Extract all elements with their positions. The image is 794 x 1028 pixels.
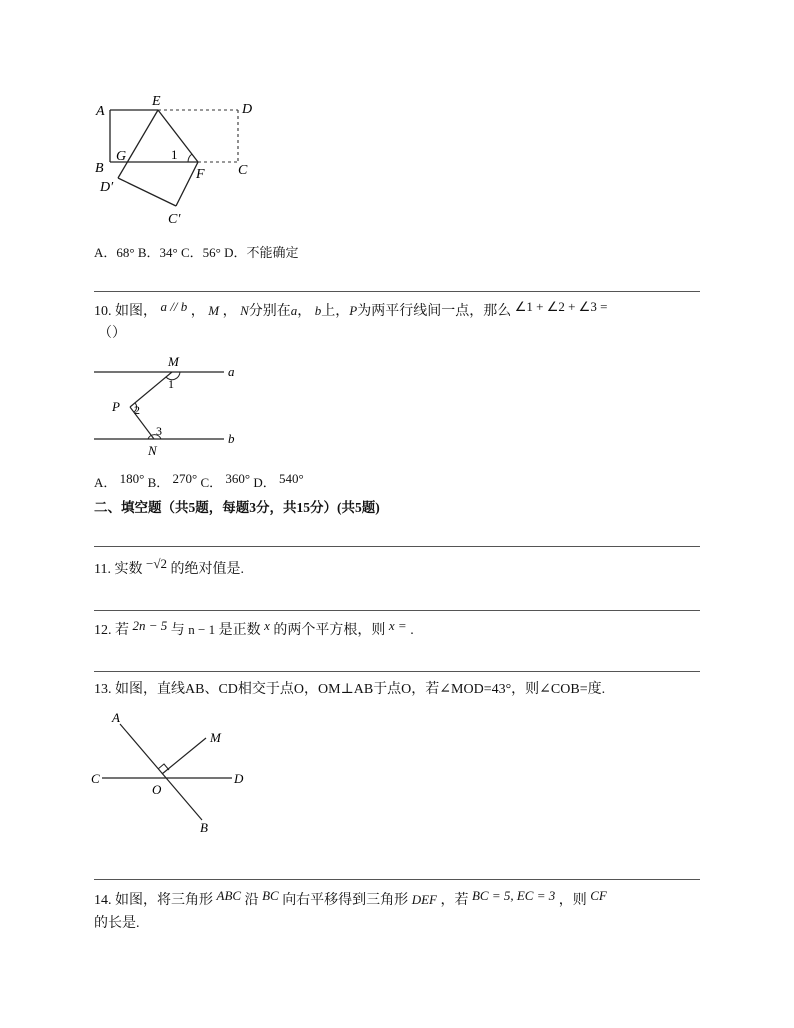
q11-math: −√2 (145, 556, 167, 571)
label-M: M (168, 354, 179, 369)
q14-math-BC: BC (262, 888, 279, 903)
q11-tail: 的绝对值是. (170, 562, 244, 577)
q10-text1: 分别在 (248, 304, 291, 319)
q14-math-ABC: ABC (216, 888, 242, 903)
q12-stem (94, 619, 414, 639)
q12-math-2: n − 1 (188, 622, 216, 637)
label-angle-3: 3 (156, 424, 162, 438)
figure-q13 (88, 708, 258, 838)
q14-lead: 14. 如图，将三角形 (94, 893, 213, 908)
label-angle-2: 2 (134, 403, 140, 417)
divider-4 (94, 671, 700, 672)
q12-text2: 是正数 (218, 623, 261, 638)
q10-math-M: M (208, 303, 220, 318)
q14-text3: ，若 (440, 893, 469, 908)
q10-text2: ， (297, 304, 312, 319)
label-O: O (152, 782, 162, 797)
ray-OM (162, 738, 206, 774)
label-E: E (152, 94, 161, 109)
q10-option-b-label: B． (147, 475, 170, 490)
q14-text4: ，则 (558, 893, 587, 908)
q10-option-c-label: C． (200, 475, 223, 490)
q10-option-d-label: D． (253, 475, 276, 490)
q14-stem (94, 889, 607, 909)
q11-lead: 11. 实数 (94, 562, 143, 577)
divider-3 (94, 610, 700, 611)
q14-math-DEF: DEF (411, 892, 437, 907)
q14-line2: 的长是. (94, 916, 140, 931)
q12-text4: . (410, 623, 414, 638)
q12-text1: 与 (170, 623, 185, 638)
q10-math-parallel: a // b (160, 299, 188, 314)
figure-q10 (88, 352, 248, 464)
segment-MP (130, 372, 172, 407)
segment-Cprime-F (176, 162, 198, 206)
q12-lead: 12. 若 (94, 623, 129, 638)
q14-text1: 沿 (244, 893, 259, 908)
label-C: C (238, 163, 248, 178)
label-A: A (112, 710, 120, 725)
q10-math-b: b (314, 303, 322, 318)
label-D-prime: D′ (100, 180, 114, 195)
q9-options: A．68° B．34° C．56° D．不能确定 (94, 245, 299, 260)
label-G: G (116, 149, 127, 164)
q10-options (94, 472, 304, 491)
label-B: B (95, 161, 104, 176)
q10-option-a-label: A． (94, 475, 117, 490)
segment-Dprime-Cprime (118, 178, 176, 206)
q10-paren: （） (98, 326, 126, 341)
figure-q9 (88, 92, 268, 232)
q13-stem: 13. 如图，直线AB、CD相交于点O，OM⊥AB于点O，若∠MOD=43°，则∠COB=度. (94, 682, 606, 697)
label-N: N (148, 443, 157, 458)
q10-math-N: N (240, 303, 249, 318)
label-D: D (234, 771, 244, 786)
q10-option-c-value: 360° (225, 471, 251, 486)
q12-math-4: x = (388, 618, 407, 633)
divider-5 (94, 879, 700, 880)
segment-ED-prime (118, 110, 158, 178)
label-M: M (210, 730, 221, 745)
q10-stem (94, 300, 607, 320)
label-B: B (200, 820, 208, 835)
q10-math-angles: ∠1 + ∠2 + ∠3 = (514, 299, 608, 314)
q12-math-3: x (264, 618, 270, 633)
q10-option-a-value: 180° (119, 471, 145, 486)
q14-math-given: BC = 5, EC = 3 (471, 888, 556, 903)
label-A: A (96, 104, 105, 119)
label-angle-1: 1 (171, 147, 178, 162)
q10-math-a: a (290, 303, 298, 318)
label-C-prime: C′ (168, 212, 181, 227)
q10-option-d-value: 540° (278, 471, 304, 486)
q14-text2: 向右平移得到三角形 (282, 893, 409, 908)
q10-text3: 上， (321, 304, 350, 319)
q11-stem (94, 558, 244, 578)
divider-2 (94, 546, 700, 547)
label-angle-1: 1 (168, 377, 174, 391)
line-AB (120, 724, 202, 820)
q14-math-CF: CF (590, 888, 607, 903)
q10-option-b-value: 270° (172, 471, 198, 486)
q10-comma2: ， (222, 304, 237, 319)
label-C: C (91, 771, 100, 786)
label-b: b (228, 431, 235, 446)
label-F: F (196, 167, 205, 182)
label-a: a (228, 364, 235, 379)
q10-math-P: P (349, 303, 358, 318)
label-D: D (242, 102, 253, 117)
q10-lead: 10. 如图， (94, 304, 157, 319)
q12-text3: 的两个平方根，则 (273, 623, 386, 638)
q10-comma1: ， (190, 304, 205, 319)
divider-1 (94, 291, 700, 292)
label-P: P (112, 399, 120, 414)
q12-math-1: 2n − 5 (132, 618, 168, 633)
q10-text4: 为两平行线间一点，那么 (357, 304, 512, 319)
angle-1-arc (188, 154, 192, 162)
section-2-heading: 二、填空题（共5题，每题3分，共15分）(共5题) (94, 500, 380, 515)
